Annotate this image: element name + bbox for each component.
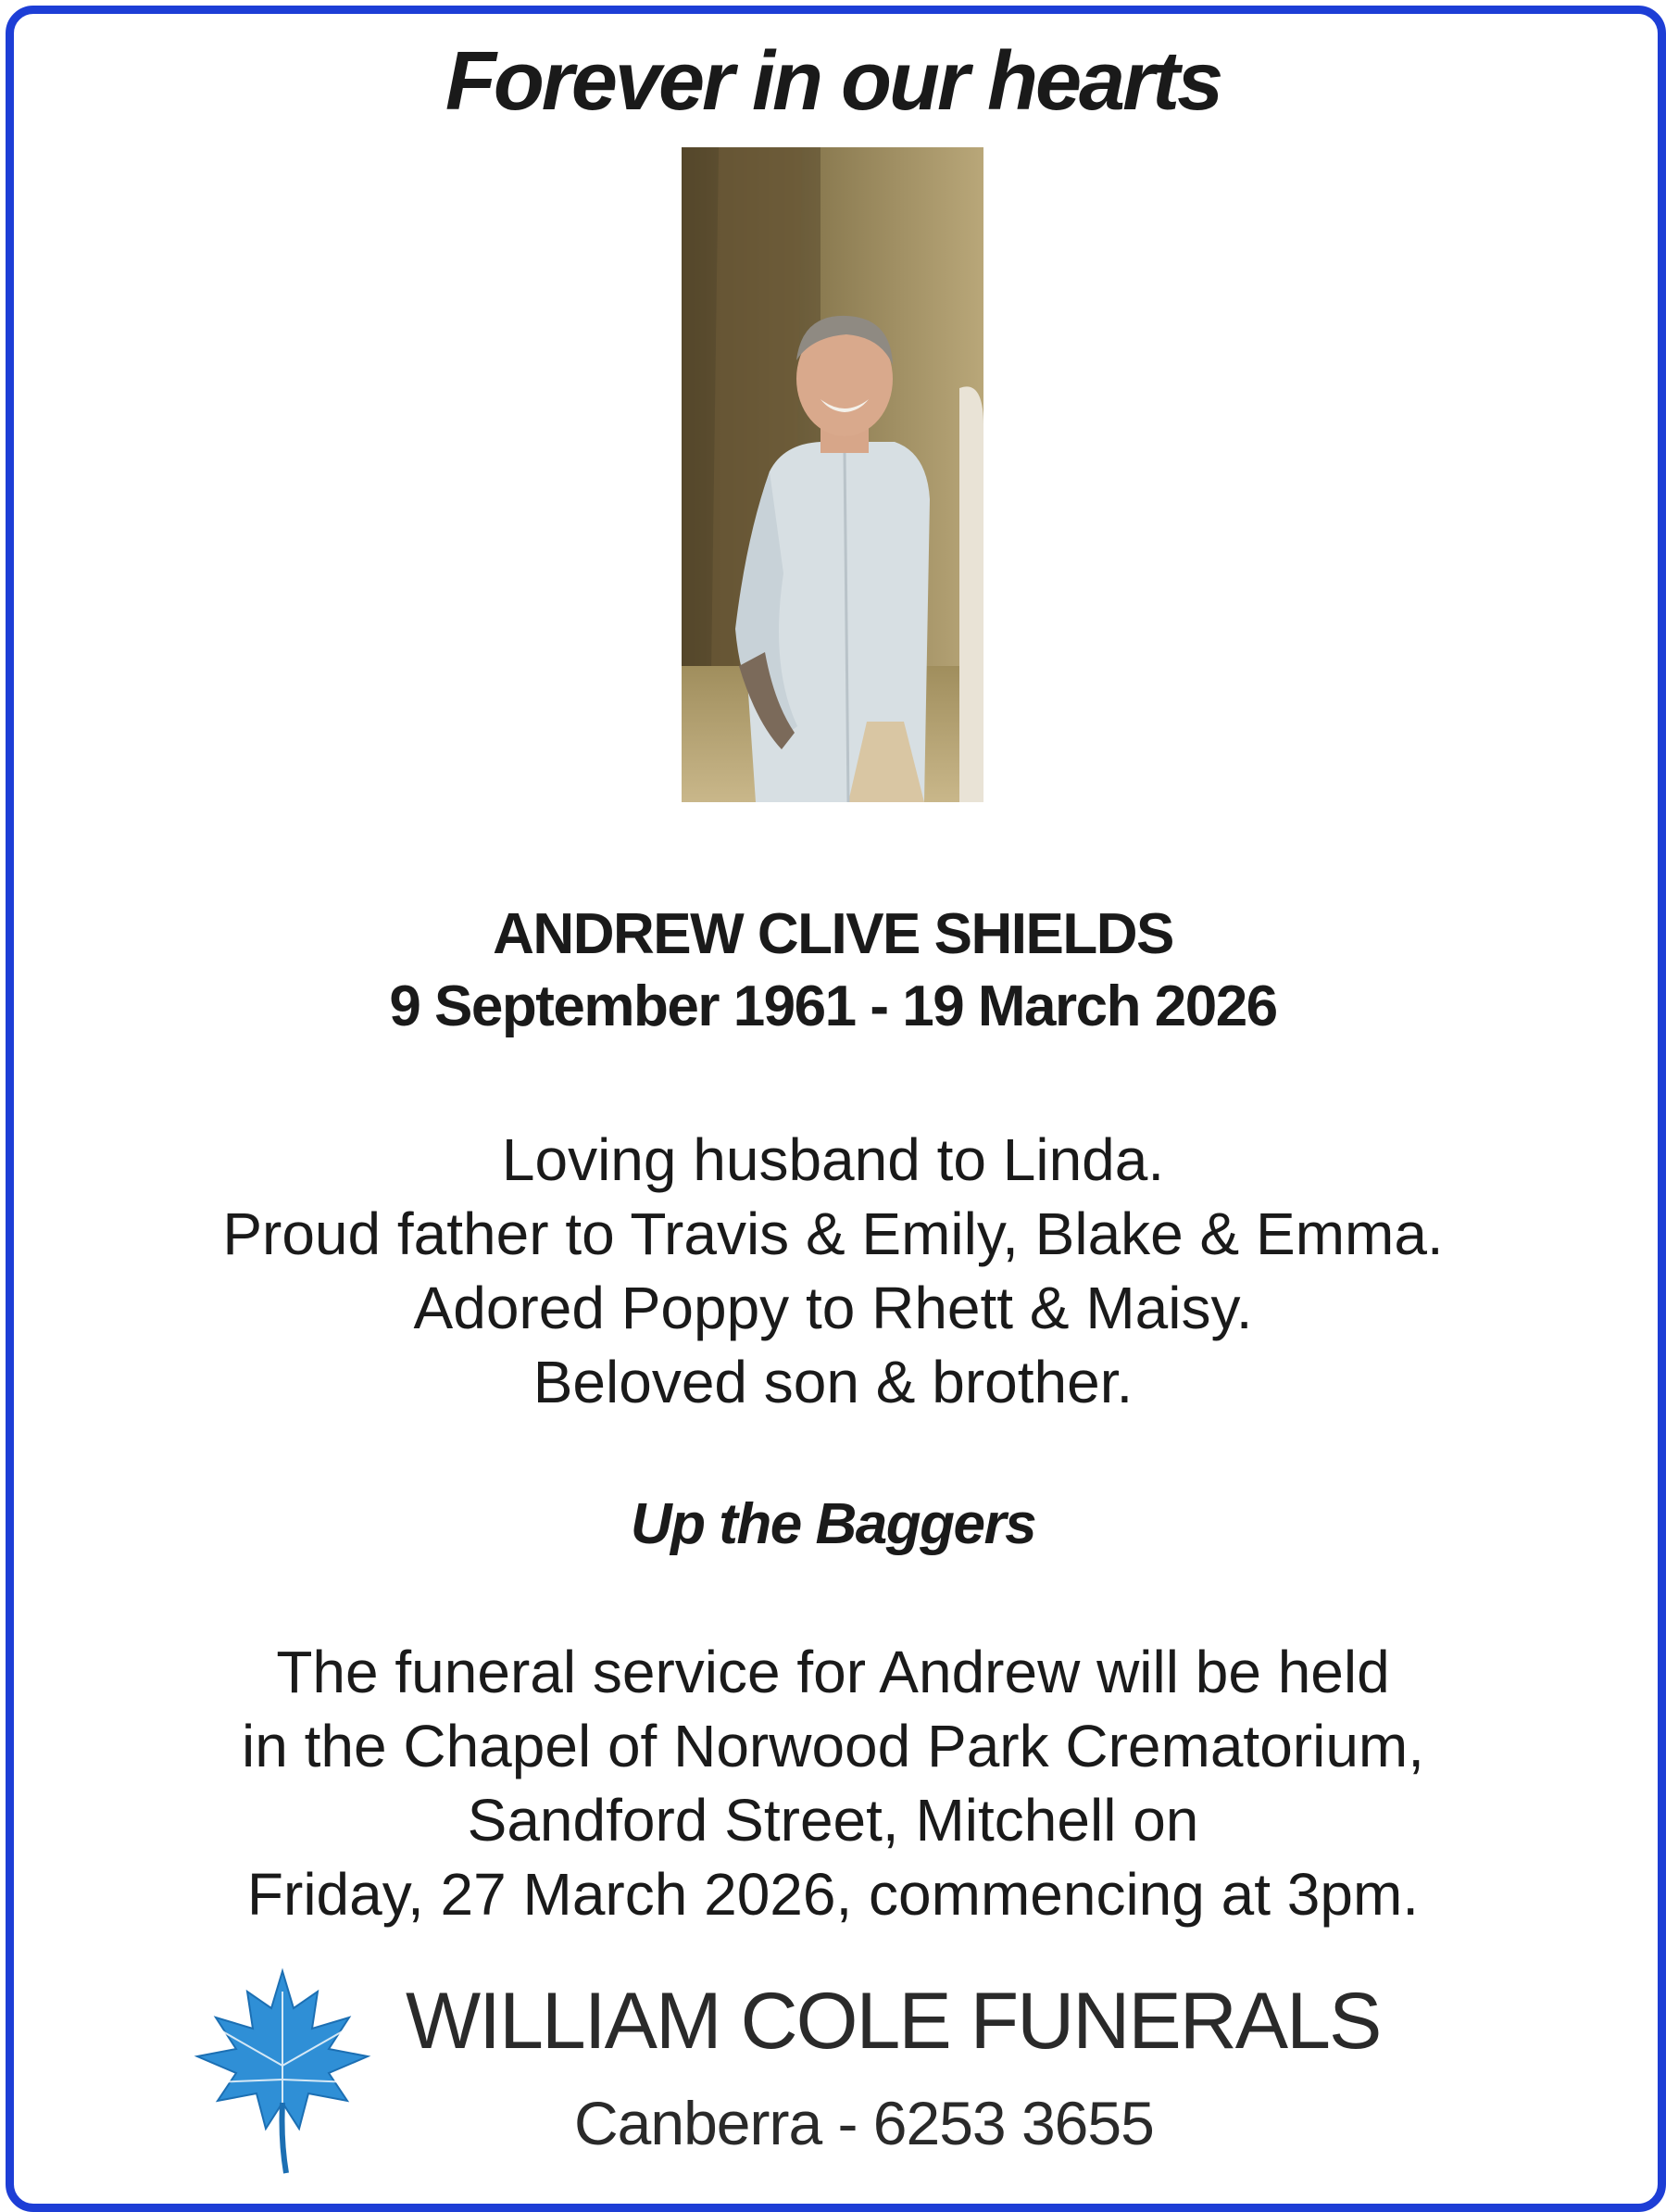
family-line: Adored Poppy to Rhett & Maisy. [413,1275,1253,1341]
service-line: in the Chapel of Norwood Park Crematorium, [242,1713,1424,1779]
service-line: The funeral service for Andrew will be held [276,1639,1390,1705]
headline: Forever in our hearts [445,35,1221,128]
funeral-home-contact: Canberra - 6253 3655 [574,2089,1154,2157]
deceased-name: ANDREW CLIVE SHIELDS [493,902,1173,966]
funeral-home-name: WILLIAM COLE FUNERALS [406,1977,1381,2066]
service-line: Friday, 27 March 2026, commencing at 3pm. [246,1861,1420,1928]
service-line: Sandford Street, Mitchell on [467,1787,1199,1854]
family-line: Beloved son & brother. [532,1349,1134,1415]
tagline: Up the Baggers [630,1492,1036,1556]
life-dates: 9 September 1961 - 19 March 2026 [389,974,1277,1038]
family-line: Loving husband to Linda. [501,1126,1165,1193]
service-details [0,1635,1666,1931]
maple-leaf-icon [190,1964,375,2177]
family-tribute [0,1123,1666,1419]
portrait-photo [682,147,983,802]
family-line: Proud father to Travis & Emily, Blake & Emma. [222,1200,1444,1267]
funeral-home-logo [190,1964,1514,2177]
